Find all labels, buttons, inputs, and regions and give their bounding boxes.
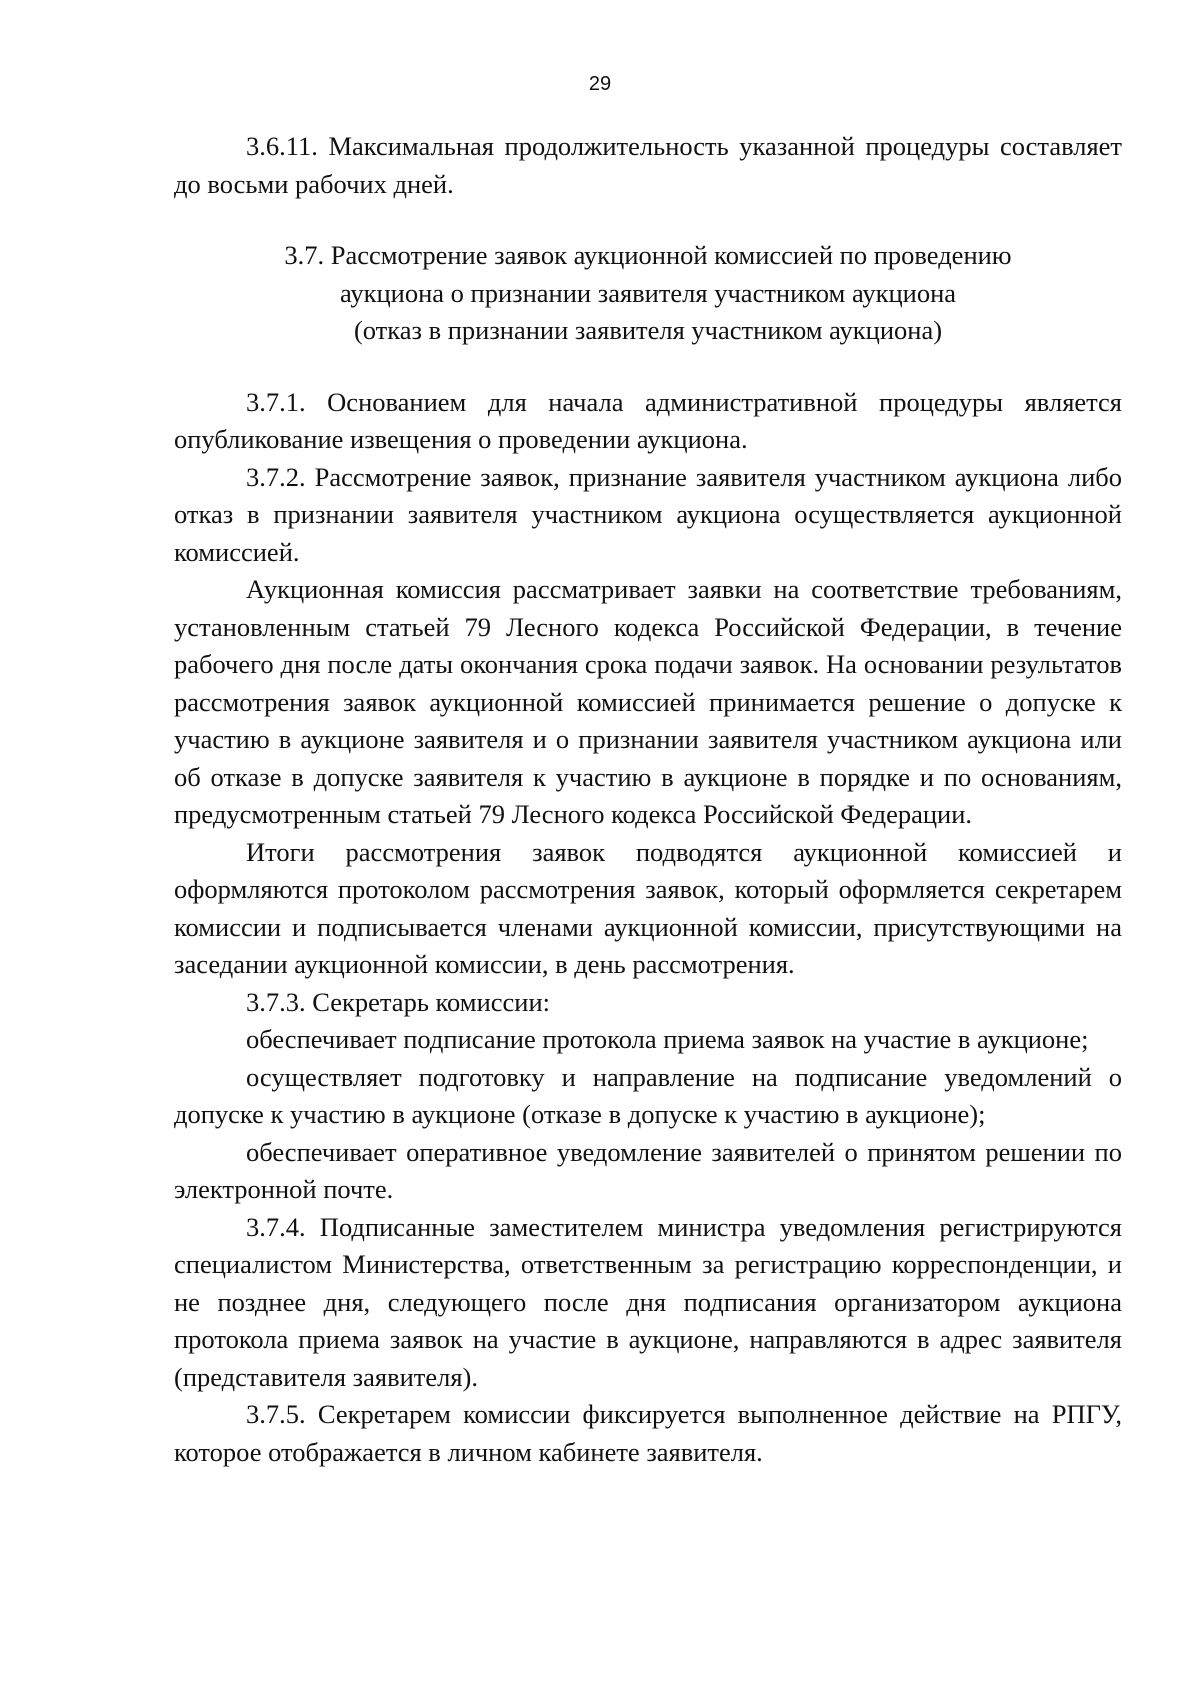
section-heading-line-3: (отказ в признании заявителя участником аукциона) xyxy=(353,315,943,345)
paragraph-secretary-duty-1: обеспечивает подписание протокола приема заявок на участие в аукционе; xyxy=(246,1024,1089,1054)
paragraph-3-6-11: 3.6.11. Максимальная продолжительность указанной процедуры составляет до восьми рабочих дней. xyxy=(174,131,1122,199)
paragraph-secretary-duty-3: обеспечивает оперативное уведомление заявителей о принятом решении по электронной почте. xyxy=(174,1136,1122,1204)
section-heading-line-1: 3.7. Рассмотрение заявок аукционной комиссией по проведению xyxy=(284,240,1012,270)
section-heading-3-7 xyxy=(174,237,1122,350)
paragraph-3-7-5: 3.7.5. Секретарем комиссии фиксируется выполненное действие на РПГУ, которое отображается в личном кабинете заявителя. xyxy=(174,1399,1122,1467)
section-heading-line-2: аукциона о признании заявителя участником аукциона xyxy=(339,277,957,308)
paragraph-3-7-2: 3.7.2. Рассмотрение заявок, признание заявителя участником аукциона либо отказ в признании заявителя участником аукциона осуществляется аукционной комиссией. xyxy=(174,461,1122,567)
paragraph-commission-review: Аукционная комиссия рассматривает заявки на соответствие требованиям, установленным статьей 79 Лесного кодекса Российской Федерации, в течение рабочего дня после даты окончания срока подачи заявок. На основании результатов рассмотрения заявок аукционной комиссией принимается решение о допуске к участию в аукционе заявителя и о признании заявителя участником аукциона или об отказе в допуске заявителя к участию в аукционе в порядке и по основаниям, предусмотренным статьей 79 Лесного кодекса Российской Федерации. xyxy=(174,574,1122,829)
paragraph-3-7-1: 3.7.1. Основанием для начала административной процедуры является опубликование извещения о проведении аукциона. xyxy=(174,386,1122,454)
paragraph-3-7-3: 3.7.3. Секретарь комиссии: xyxy=(246,986,550,1017)
paragraph-secretary-duty-2: осуществляет подготовку и направление на подписание уведомлений о допуске к участию в аукционе (отказе в допуске к участию в аукционе); xyxy=(174,1061,1122,1129)
document-body xyxy=(174,128,1122,1471)
page-number: 29 xyxy=(588,73,612,95)
paragraph-3-7-4: 3.7.4. Подписанные заместителем министра уведомления регистрируются специалистом Министерства, ответственным за регистрацию корреспонденции, и не позднее дня, следующего после дня подписания организатором аукциона протокола приема заявок на участие в аукционе, направляются в адрес заявителя (представителя заявителя). xyxy=(174,1211,1122,1392)
paragraph-review-results: Итоги рассмотрения заявок подводятся аукционной комиссией и оформляются протоколом рассмотрения заявок, который оформляется секретарем комиссии и подписывается членами аукционной комиссии, присутствующими на заседании аукционной комиссии, в день рассмотрения. xyxy=(174,836,1122,979)
